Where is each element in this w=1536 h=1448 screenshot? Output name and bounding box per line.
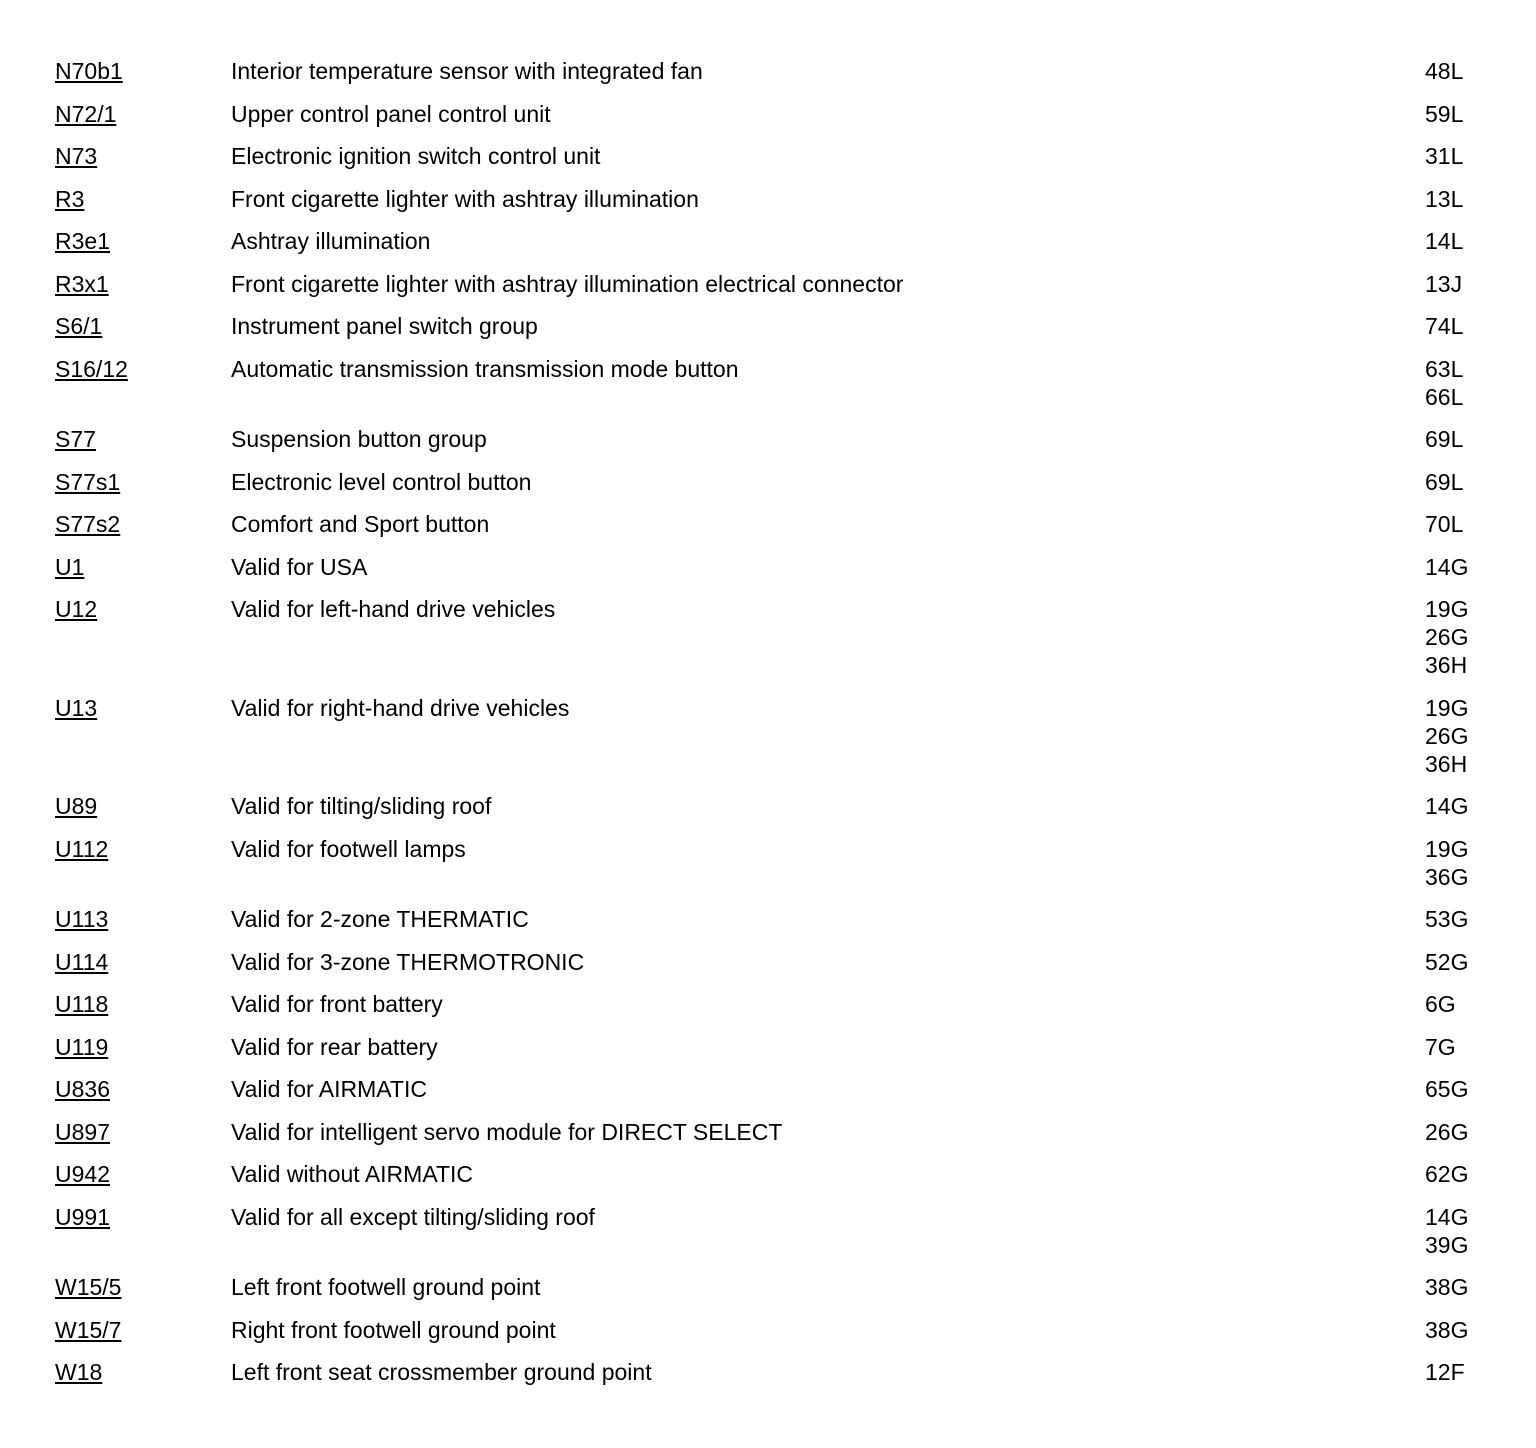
- component-code-link[interactable]: W15/7: [55, 1316, 122, 1343]
- grid-reference: 31L: [1425, 143, 1464, 169]
- grid-reference-list: [1425, 57, 1495, 85]
- grid-reference: 70L: [1425, 511, 1464, 537]
- component-description: Right front footwell ground point: [231, 1316, 556, 1343]
- component-description: Valid for intelligent servo module for DIRECT SELECT: [231, 1118, 783, 1145]
- component-code-link[interactable]: U836: [55, 1076, 110, 1102]
- component-code-link[interactable]: U114: [55, 948, 109, 975]
- grid-reference: 69L: [1425, 426, 1464, 452]
- component-code-link[interactable]: U991: [55, 1203, 110, 1230]
- legend-row: [55, 142, 1495, 185]
- component-code-link[interactable]: N70b1: [55, 58, 123, 84]
- legend-row: [55, 1118, 1495, 1161]
- grid-reference-list: [1425, 1160, 1495, 1188]
- legend-row: [55, 1033, 1495, 1076]
- grid-reference: 65G: [1425, 1076, 1469, 1102]
- grid-reference-list: [1425, 468, 1495, 496]
- grid-reference: 13J: [1425, 270, 1463, 297]
- grid-reference-list: [1425, 990, 1495, 1018]
- component-description: Valid for right-hand drive vehicles: [231, 694, 570, 721]
- component-description: Front cigarette lighter with ashtray illumination: [231, 185, 699, 212]
- grid-reference-list: [1425, 595, 1495, 679]
- component-code-link[interactable]: U119: [55, 1033, 109, 1060]
- grid-reference: 66L: [1425, 383, 1464, 410]
- grid-reference-list: [1425, 1118, 1495, 1146]
- grid-reference-list: [1425, 270, 1495, 298]
- grid-reference: 63L: [1425, 355, 1464, 382]
- grid-reference-list: [1425, 185, 1495, 213]
- grid-reference: 19G: [1425, 694, 1469, 721]
- component-description: Comfort and Sport button: [231, 511, 490, 537]
- grid-reference: 13L: [1425, 185, 1464, 212]
- component-code-link[interactable]: U112: [55, 835, 109, 862]
- grid-reference: 14G: [1425, 1203, 1469, 1230]
- component-code-link[interactable]: R3e1: [55, 228, 110, 254]
- grid-reference-list: [1425, 553, 1495, 581]
- grid-reference: 38G: [1425, 1316, 1469, 1343]
- legend-row: [55, 595, 1495, 694]
- grid-reference-list: [1425, 227, 1495, 255]
- grid-reference: 19G: [1425, 835, 1469, 862]
- legend-row: [55, 948, 1495, 991]
- grid-reference: 39G: [1425, 1231, 1469, 1258]
- grid-reference-list: [1425, 792, 1495, 820]
- component-description: Valid for rear battery: [231, 1033, 438, 1060]
- grid-reference-list: [1425, 905, 1495, 933]
- component-description: Valid for 3-zone THERMOTRONIC: [231, 948, 585, 975]
- grid-reference-list: [1425, 142, 1495, 170]
- grid-reference-list: [1425, 694, 1495, 778]
- grid-reference: 7G: [1425, 1033, 1456, 1060]
- grid-reference: 62G: [1425, 1161, 1469, 1187]
- legend-row: [55, 1358, 1495, 1401]
- grid-reference-list: [1425, 948, 1495, 976]
- grid-reference: 12F: [1425, 1359, 1465, 1385]
- grid-reference-list: [1425, 1358, 1495, 1386]
- component-description: Left front seat crossmember ground point: [231, 1359, 652, 1385]
- component-description: Valid for front battery: [231, 991, 443, 1017]
- legend-row: [55, 553, 1495, 596]
- component-code-link[interactable]: U12: [55, 596, 98, 622]
- component-description: Ashtray illumination: [231, 228, 431, 254]
- grid-reference: 36G: [1425, 863, 1469, 890]
- legend-row: [55, 1273, 1495, 1316]
- grid-reference: 59L: [1425, 100, 1464, 127]
- component-code-link[interactable]: S77s1: [55, 468, 121, 495]
- legend-row: [55, 270, 1495, 313]
- grid-reference: 26G: [1425, 624, 1469, 650]
- component-description: Valid for tilting/sliding roof: [231, 793, 492, 819]
- grid-reference: 26G: [1425, 722, 1469, 749]
- grid-reference-list: [1425, 835, 1495, 891]
- legend-row: [55, 227, 1495, 270]
- component-code-link[interactable]: S77s2: [55, 511, 121, 537]
- component-description: Front cigarette lighter with ashtray illumination electrical connector: [231, 270, 904, 297]
- grid-reference: 14G: [1425, 793, 1469, 819]
- legend-row: [55, 510, 1495, 553]
- component-code-link[interactable]: R3x1: [55, 270, 109, 297]
- grid-reference-list: [1425, 355, 1495, 411]
- component-description: Suspension button group: [231, 426, 487, 452]
- grid-reference-list: [1425, 1075, 1495, 1103]
- component-code-link[interactable]: U13: [55, 694, 98, 721]
- component-description: Valid for left-hand drive vehicles: [231, 596, 556, 622]
- legend-row: [55, 1160, 1495, 1203]
- legend-row: [55, 100, 1495, 143]
- component-code-link[interactable]: U113: [55, 906, 109, 932]
- grid-reference: 36H: [1425, 652, 1468, 678]
- component-code-link[interactable]: U1: [55, 553, 85, 580]
- legend-row: [55, 792, 1495, 835]
- legend-row: [55, 905, 1495, 948]
- legend-row: [55, 355, 1495, 426]
- grid-reference: 14G: [1425, 553, 1469, 580]
- component-code-link[interactable]: S16/12: [55, 355, 128, 382]
- legend-row: [55, 1075, 1495, 1118]
- grid-reference: 36H: [1425, 750, 1468, 777]
- grid-reference: 74L: [1425, 313, 1464, 339]
- grid-reference-list: [1425, 510, 1495, 538]
- grid-reference: 48L: [1425, 58, 1464, 84]
- legend-row: [55, 1316, 1495, 1359]
- grid-reference: 6G: [1425, 991, 1456, 1017]
- component-description: Electronic ignition switch control unit: [231, 143, 601, 169]
- grid-reference: 52G: [1425, 948, 1469, 975]
- grid-reference-list: [1425, 1203, 1495, 1259]
- legend-row: [55, 1203, 1495, 1274]
- grid-reference-list: [1425, 1273, 1495, 1301]
- grid-reference: 69L: [1425, 468, 1464, 495]
- grid-reference: 53G: [1425, 906, 1469, 932]
- component-code-link[interactable]: W18: [55, 1359, 103, 1385]
- grid-reference: 14L: [1425, 228, 1464, 254]
- component-code-link[interactable]: U897: [55, 1118, 110, 1145]
- legend-row: [55, 185, 1495, 228]
- legend-row: [55, 468, 1495, 511]
- component-code-link[interactable]: W15/5: [55, 1274, 122, 1300]
- component-code-link[interactable]: N73: [55, 143, 98, 169]
- grid-reference: 19G: [1425, 596, 1469, 622]
- grid-reference-list: [1425, 1033, 1495, 1061]
- component-description: Automatic transmission transmission mode button: [231, 355, 739, 382]
- component-code-link[interactable]: U118: [55, 991, 109, 1017]
- grid-reference-list: [1425, 1316, 1495, 1344]
- component-code-link[interactable]: N72/1: [55, 100, 117, 127]
- component-description: Valid for USA: [231, 553, 368, 580]
- legend-row: [55, 694, 1495, 793]
- grid-reference: 38G: [1425, 1274, 1469, 1300]
- component-description: Valid without AIRMATIC: [231, 1161, 474, 1187]
- legend-row: [55, 835, 1495, 906]
- component-description: Instrument panel switch group: [231, 313, 538, 339]
- legend-row: [55, 312, 1495, 355]
- component-description: Valid for AIRMATIC: [231, 1076, 427, 1102]
- grid-reference: 26G: [1425, 1118, 1469, 1145]
- component-description: Left front footwell ground point: [231, 1274, 541, 1300]
- grid-reference-list: [1425, 100, 1495, 128]
- legend-row: [55, 990, 1495, 1033]
- component-description: Upper control panel control unit: [231, 100, 551, 127]
- component-code-link[interactable]: U942: [55, 1161, 110, 1187]
- grid-reference-list: [1425, 425, 1495, 453]
- legend-row: [55, 57, 1495, 100]
- legend-row: [55, 425, 1495, 468]
- component-description: Interior temperature sensor with integrated fan: [231, 58, 703, 84]
- component-code-link[interactable]: S77: [55, 426, 96, 452]
- component-description: Electronic level control button: [231, 468, 532, 495]
- component-description: Valid for all except tilting/sliding roof: [231, 1203, 595, 1230]
- component-description: Valid for footwell lamps: [231, 835, 466, 862]
- component-description: Valid for 2-zone THERMATIC: [231, 906, 529, 932]
- component-code-link[interactable]: U89: [55, 793, 98, 819]
- component-code-link[interactable]: R3: [55, 185, 85, 212]
- component-code-link[interactable]: S6/1: [55, 313, 103, 339]
- grid-reference-list: [1425, 312, 1495, 340]
- component-legend-table: [55, 57, 1495, 1401]
